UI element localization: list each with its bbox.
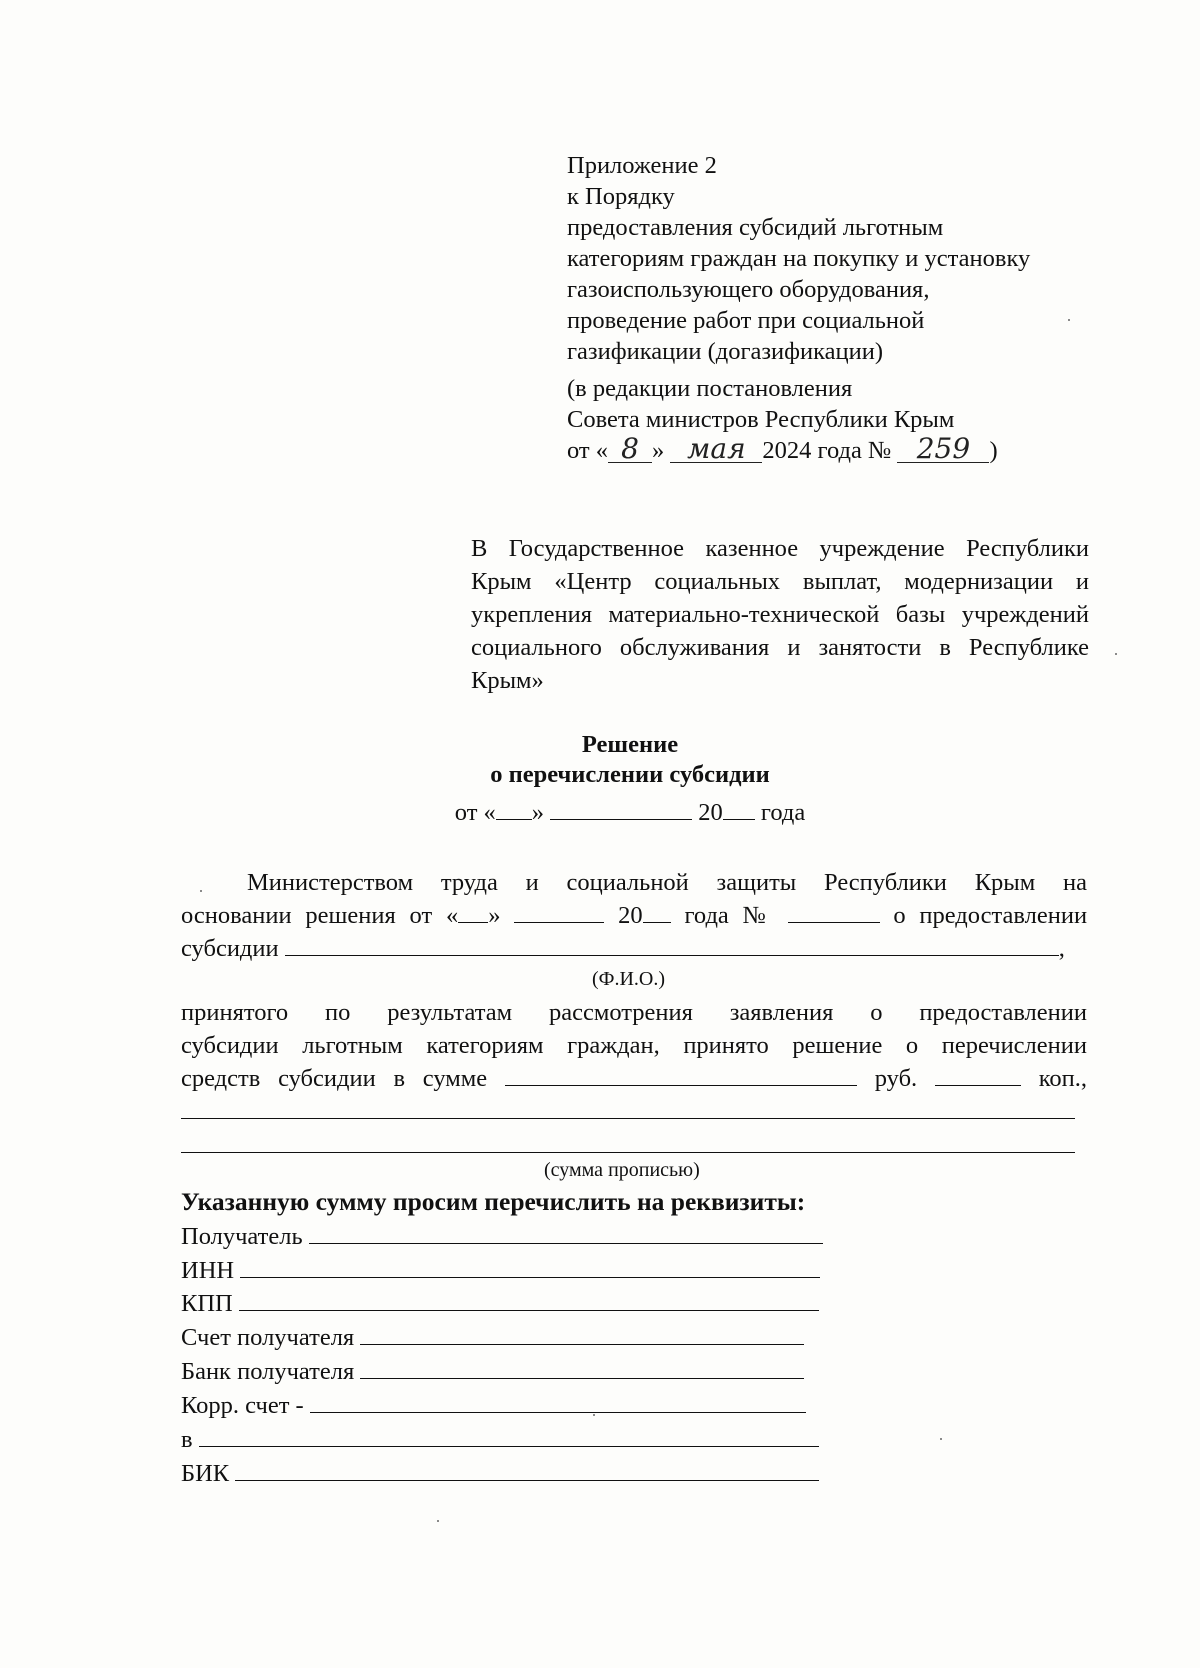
year-text: 2024 года №	[762, 437, 892, 464]
scan-speck	[200, 890, 202, 892]
decision-month-blank[interactable]	[514, 900, 604, 923]
sum-caption: (сумма прописью)	[544, 1159, 700, 1181]
text: ,	[1058, 935, 1065, 962]
text: 20	[618, 902, 643, 929]
paragraph-2	[181, 996, 1087, 1095]
p1-line-2	[181, 899, 1087, 932]
field-label: Счет получателя	[181, 1324, 355, 1351]
paragraph-1	[181, 866, 1087, 965]
decision-year-blank[interactable]	[643, 900, 671, 923]
amendment-line: (в редакции постановления	[567, 375, 853, 402]
scan-speck	[940, 1438, 942, 1440]
scan-speck	[1115, 653, 1117, 655]
date-suffix: )	[989, 437, 998, 464]
bik-blank[interactable]	[235, 1460, 819, 1481]
requisite-inn	[181, 1256, 820, 1286]
year-suffix: года	[760, 799, 806, 826]
sum-rubles-blank[interactable]	[505, 1063, 857, 1086]
appendix-line: газоиспользующего оборудования,	[567, 276, 930, 303]
title-line-2: о перечислении субсидии	[490, 761, 770, 788]
field-label: Получатель	[181, 1223, 303, 1250]
sum-kopecks-blank[interactable]	[935, 1063, 1021, 1086]
handwritten-day: 8	[608, 436, 652, 463]
appendix-line: Приложение 2	[567, 152, 717, 179]
p1-line-3	[181, 932, 1087, 965]
field-label: ИНН	[181, 1257, 235, 1284]
p2-line-1: принятого по результатам рассмотрения заявления о предоставлении	[181, 999, 1087, 1026]
requisites-title: Указанную сумму просим перечислить на реквизиты:	[181, 1187, 806, 1216]
scan-speck	[593, 1414, 595, 1416]
requisite-in-bank	[181, 1425, 819, 1455]
addressee-block: В Государственное казенное учреждение Республики Крым «Центр социальных выплат, модернизации и укрепления материально-технической базы учреждений социального обслуживания и занятости в Республике Крым»	[471, 535, 1089, 694]
year-blank[interactable]	[723, 797, 755, 820]
date-prefix: от «	[454, 799, 496, 826]
text: средств субсидии в сумме	[181, 1065, 488, 1092]
date-prefix: от «	[567, 437, 609, 464]
scan-speck	[1068, 319, 1070, 321]
text: о предоставлении	[893, 902, 1088, 929]
text: года №	[684, 902, 774, 929]
p2-line-2: субсидии льготным категориям граждан, принято решение о перечислении	[181, 1032, 1087, 1059]
month-blank[interactable]	[550, 797, 692, 820]
decision-date-line	[0, 797, 1200, 828]
recipient-blank[interactable]	[309, 1223, 823, 1244]
sum-words-line-2[interactable]	[181, 1152, 1075, 1153]
year-prefix: 20	[698, 799, 723, 826]
requisite-bank	[181, 1357, 804, 1387]
requisite-recipient	[181, 1222, 823, 1252]
requisite-kpp	[181, 1289, 819, 1319]
date-mid: »	[652, 437, 665, 464]
text: руб.	[874, 1065, 918, 1092]
date-mid: »	[531, 799, 545, 826]
text: субсидии	[181, 935, 279, 962]
p2-line-3	[181, 1062, 1087, 1095]
appendix-line: газификации (догазификации)	[567, 338, 884, 365]
decision-day-blank[interactable]	[458, 900, 488, 923]
kpp-blank[interactable]	[239, 1290, 819, 1311]
requisite-corr-account	[181, 1391, 806, 1421]
account-blank[interactable]	[360, 1324, 804, 1345]
requisite-account	[181, 1323, 804, 1353]
field-label: КПП	[181, 1290, 233, 1317]
corr-account-blank[interactable]	[310, 1392, 806, 1413]
text: основании решения от «	[181, 902, 459, 929]
appendix-line: проведение работ при социальной	[567, 307, 925, 334]
fio-caption: (Ф.И.О.)	[592, 968, 666, 990]
requisite-bik	[181, 1459, 819, 1489]
field-label: БИК	[181, 1460, 230, 1487]
appendix-line: к Порядку	[567, 183, 675, 210]
recipient-fio-blank[interactable]	[285, 933, 1059, 956]
text: коп.,	[1038, 1065, 1088, 1092]
bank-blank[interactable]	[360, 1358, 804, 1379]
appendix-line: предоставления субсидий льготным	[567, 214, 944, 241]
handwritten-month: мая	[670, 436, 762, 463]
amendment-line: Совета министров Республики Крым	[567, 406, 955, 433]
p1-line-1: Министерством труда и социальной защиты Республики Крым на	[247, 869, 1087, 896]
appendix-line: категориям граждан на покупку и установку	[567, 245, 1031, 272]
appendix-header	[567, 150, 1087, 466]
field-label: Корр. счет -	[181, 1392, 304, 1419]
text: »	[488, 902, 501, 929]
document-title	[0, 730, 1200, 790]
day-blank[interactable]	[496, 797, 532, 820]
field-label: Банк получателя	[181, 1358, 355, 1385]
sum-words-line-1[interactable]	[181, 1118, 1075, 1119]
in-bank-blank[interactable]	[199, 1426, 819, 1447]
amendment-date-line	[567, 432, 1087, 466]
field-label: в	[181, 1426, 193, 1453]
scan-speck	[437, 1520, 439, 1522]
decision-number-blank[interactable]	[788, 900, 880, 923]
inn-blank[interactable]	[240, 1257, 820, 1278]
title-line-1: Решение	[581, 731, 679, 758]
handwritten-number: 259	[897, 436, 989, 463]
